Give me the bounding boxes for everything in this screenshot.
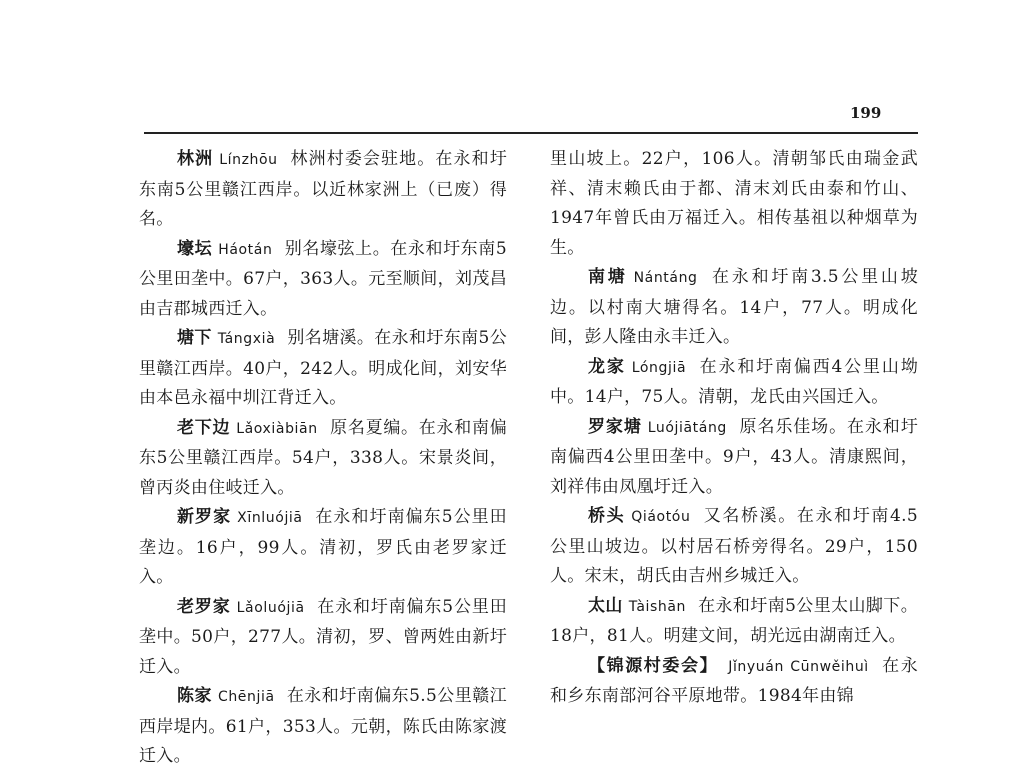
place-entry-laoluojia [139,593,507,683]
entry-name: 林洲 [177,149,214,169]
place-entry-longjia [550,353,918,413]
header-rule [144,132,918,134]
right-column [550,145,918,712]
entry-name: 罗家塘 [588,416,642,437]
place-entry-qiaotou [550,502,918,592]
section-pinyin: Jǐnyuán Cūnwěihuì [728,658,869,675]
entry-description: 在永和圩南3.5公里山坡边。以村南大塘得名。14户，77人。明成化间，彭人隆由永丰迁入。 [550,267,918,347]
entry-name: 塘下 [177,328,212,348]
entry-name: 南塘 [588,267,628,287]
entry-description: 在永和圩南偏东5公里田垄边。16户，99人。清初，罗氏由老罗家迁入。 [139,507,507,587]
place-entry-tangxia [139,324,507,414]
place-entry-chenjia [139,682,507,772]
entry-pinyin: Tàishān [628,598,687,615]
place-entry-taishan [550,592,918,652]
entry-name: 壕坛 [177,238,213,259]
entry-pinyin: Háotán [218,241,273,258]
section-jinyuan-committee [550,652,918,712]
entry-pinyin: Línzhōu [219,152,278,168]
entry-pinyin: Nántáng [633,270,698,286]
place-entry-luojiatang [550,413,918,503]
place-entry-nantang [550,263,918,353]
page-number: 199 [850,104,882,122]
entry-name: 龙家 [588,356,626,377]
left-column [139,145,507,772]
entry-name: 桥头 [588,506,626,526]
entry-name: 陈家 [177,686,212,706]
place-entry-laoxiabian [139,414,507,504]
entry-name: 老罗家 [177,596,231,617]
entry-name: 新罗家 [177,507,232,527]
entry-pinyin: Xīnluójiā [237,510,303,526]
entry-pinyin: Qiáotóu [631,509,691,525]
entry-description: 在永和圩南偏东5公里田垄中。50户，277人。清初，罗、曾两姓由新圩迁入。 [139,596,507,677]
entry-description: 在永和圩南偏东5.5公里赣江西岸堤内。61户，353人。元朝，陈氏由陈家渡迁入。 [139,686,507,766]
entry-description: 原名夏编。在永和南偏东5公里赣江西岸。54户，338人。宋景炎间，曾丙炎由住岐迁入。 [139,417,508,498]
entry-pinyin: Lǎoluójiā [236,599,305,616]
entry-description: 别名塘溪。在永和圩东南5公里赣江西岸。40户，242人。明成化间，刘安华由本邑永福中圳江背迁入。 [139,328,508,408]
entry-pinyin: Luójiātáng [647,419,727,436]
entry-description: 又名桥溪。在永和圩南4.5公里山坡边。以村居石桥旁得名。29户，150人。宋末，胡氏由吉州乡城迁入。 [550,506,918,586]
place-entry-haotan [139,235,507,325]
section-description: 在永和乡东南部河谷平原地带。1984年由锦 [550,655,918,706]
entry-description: 在永和圩南5公里太山脚下。18户，81人。明建文间，胡光远由湖南迁入。 [550,595,918,646]
continued-entry-text: 里山坡上。22户，106人。清朝邹氏由瑞金武祥、清末赖氏由于都、清末刘氏由泰和竹山、1947年曾氏由万福迁入。相传基祖以种烟草为生。 [550,149,918,258]
section-heading: 【锦源村委会】 [588,655,719,676]
entry-pinyin: Chēnjiā [217,689,275,705]
entry-description: 原名乐佳场。在永和圩南偏西4公里田垄中。9户，43人。清康熙间，刘祥伟由凤凰圩迁入。 [550,416,919,497]
entry-pinyin: Tángxià [217,331,276,347]
entry-description: 别名壕弦上。在永和圩东南5公里田垄中。67户，363人。元至顺间，刘茂昌由吉郡城西迁入。 [139,238,507,319]
entry-name: 太山 [588,595,623,616]
entry-description: 在永和圩南偏西4公里山坳中。14户，75人。清朝，龙氏由兴国迁入。 [550,356,918,407]
place-entry-linzhou [139,145,507,235]
entry-pinyin: Lǎoxiàbiān [236,420,318,437]
entry-description: 林洲村委会驻地。在永和圩东南5公里赣江西岸。以近林家洲上（已废）得名。 [139,149,507,229]
place-entry-xinluojia [139,503,507,593]
entry-pinyin: Lóngjiā [631,359,687,376]
entry-name: 老下边 [177,417,231,438]
